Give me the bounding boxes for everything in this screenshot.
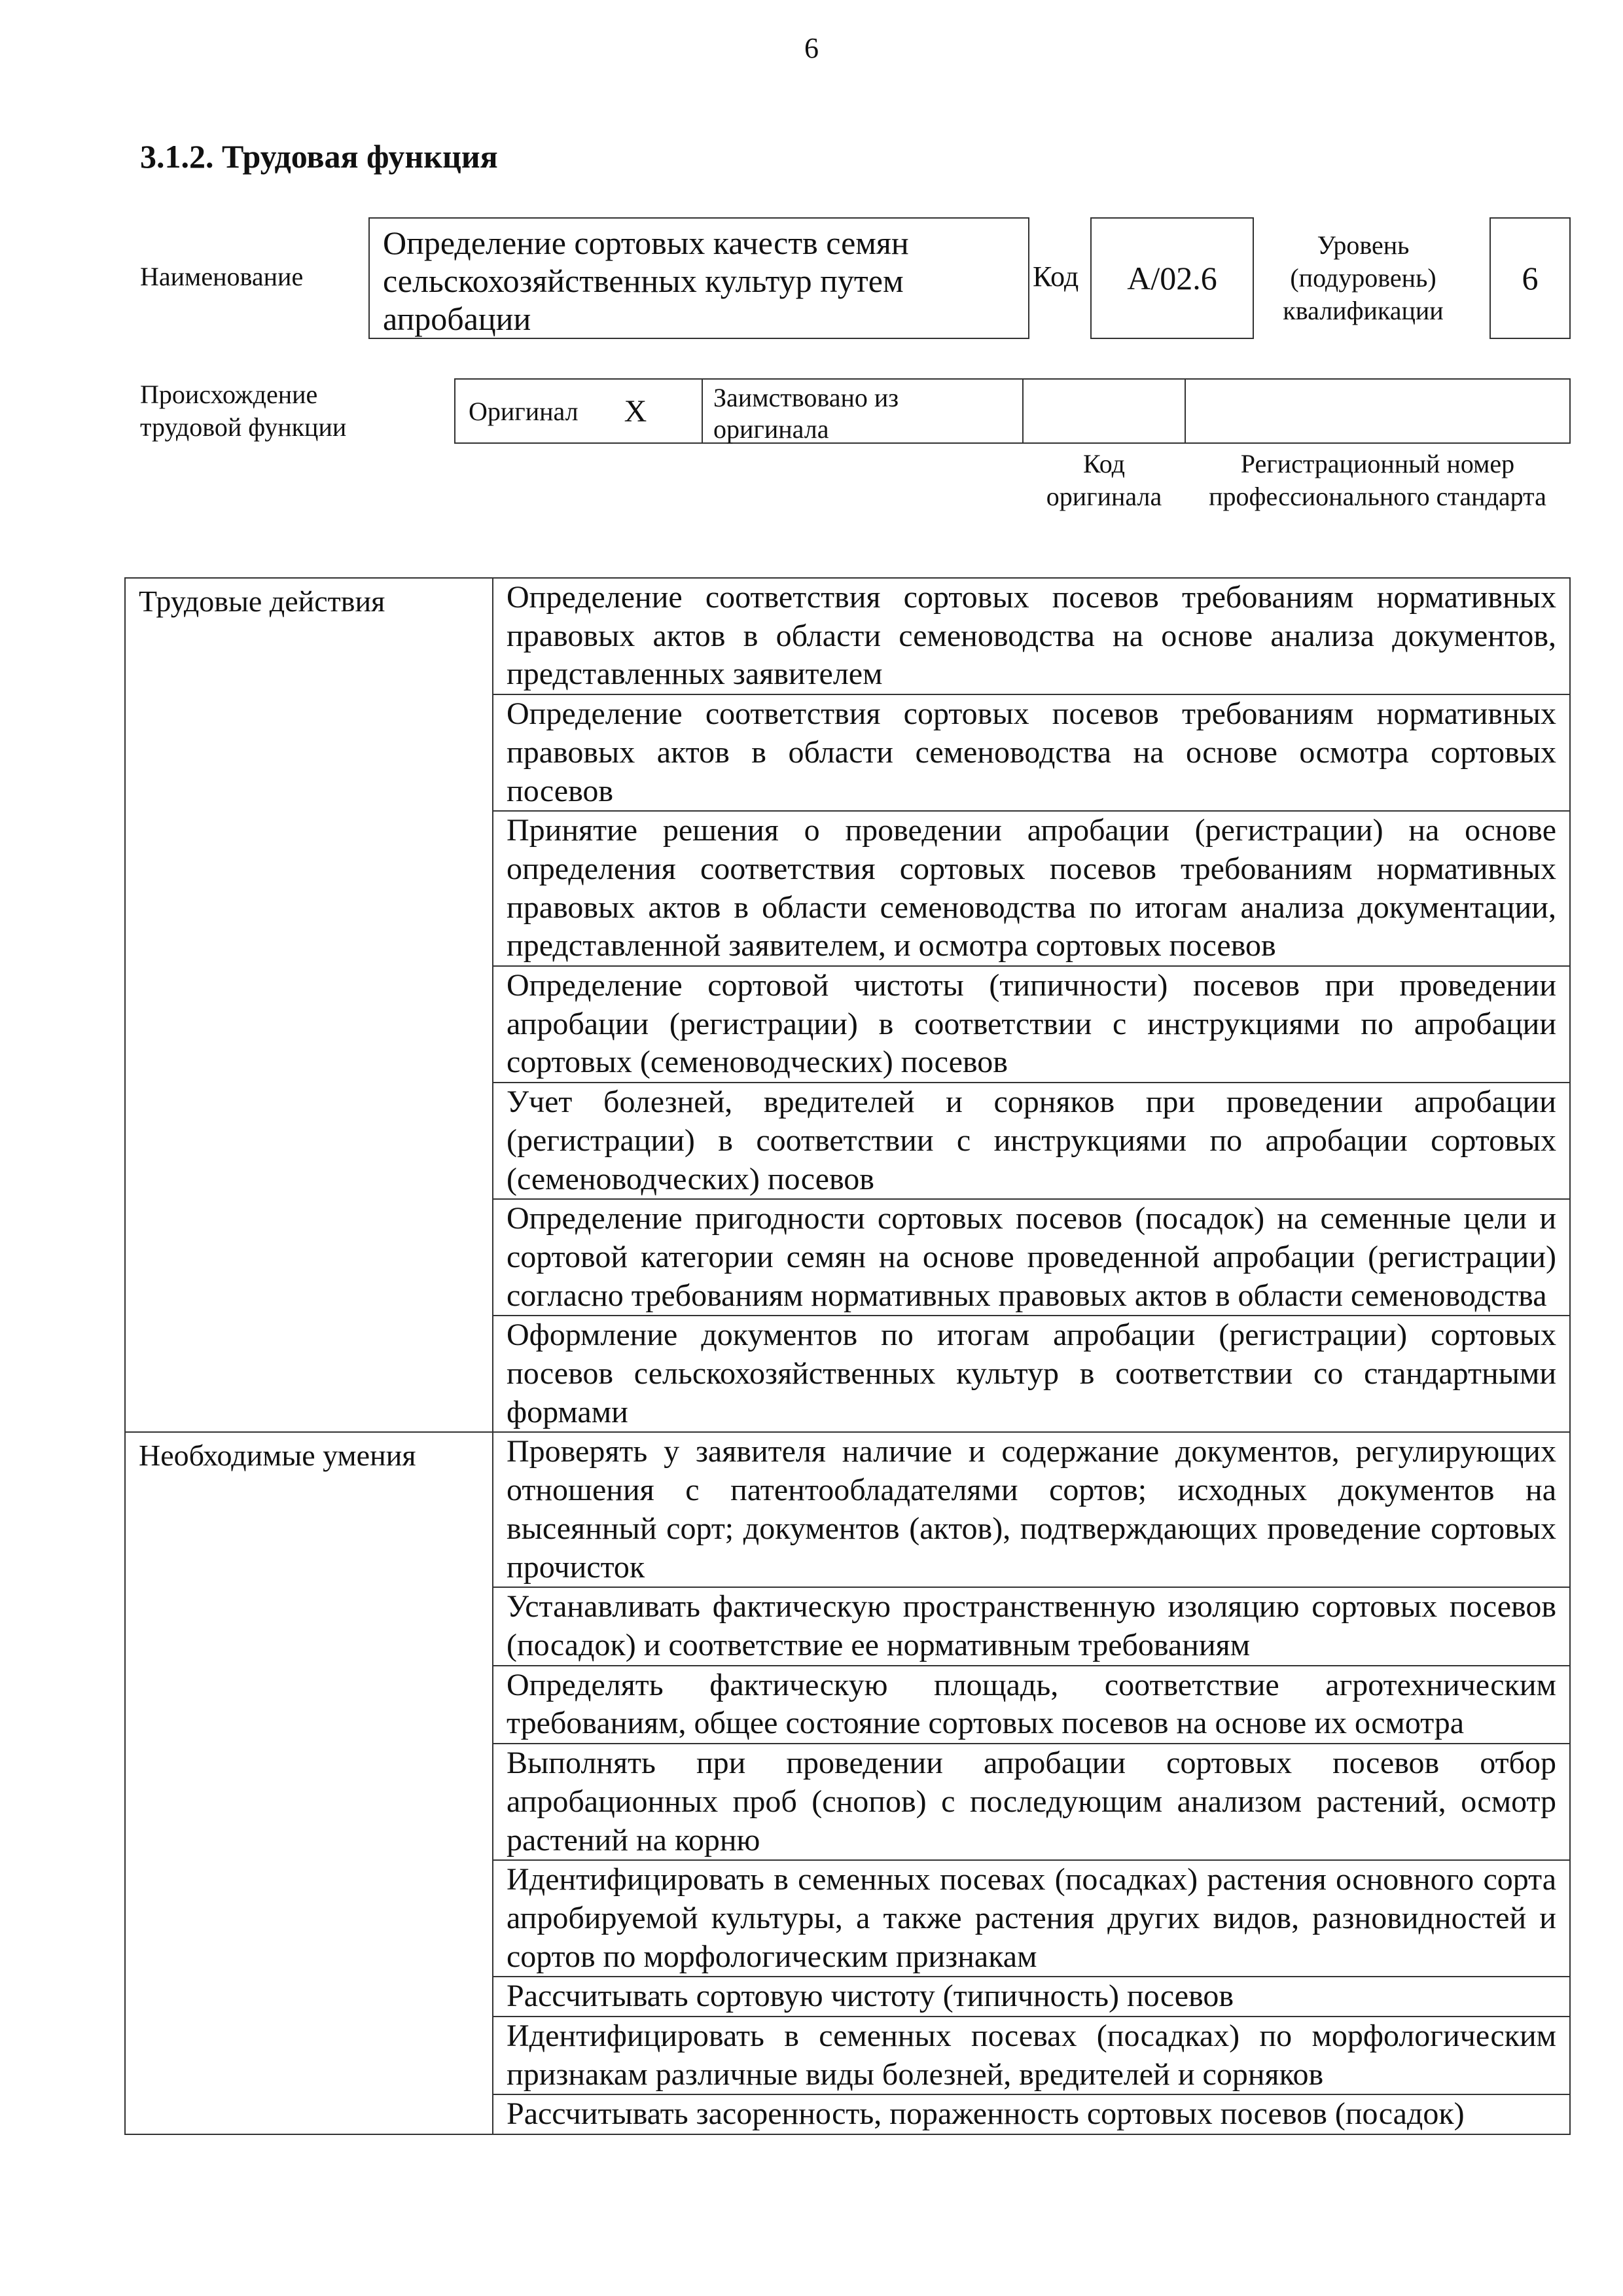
required-skills-item: Выполнять при проведении апробации сортовых посевов отбор апробационных проб (снопов) с последующим анализом растений, осмотр растений на корню [493, 1744, 1570, 1860]
section-title: 3.1.2. Трудовая функция [140, 138, 498, 175]
labor-actions-item: Определение пригодности сортовых посевов (посадок) на семенные цели и сортовой категории семян на основе проведенной апробации (регистрации) согласно требованиям нормативных правовых актов в области семеноводства [493, 1199, 1570, 1316]
code-value: А/02.6 [1090, 217, 1254, 339]
code-label: Код [1033, 260, 1079, 293]
labor-actions-item: Учет болезней, вредителей и сорняков при проведении апробации (регистрации) в соответствии с инструкциями по апробации сортовых (семеноводческих) посевов [493, 1083, 1570, 1199]
labor-actions-title: Трудовые действия [125, 578, 493, 1432]
labor-actions-item: Оформление документов по итогам апробации (регистрации) сортовых посевов сельскохозяйственных культур в соответствии со стандартными формами [493, 1316, 1570, 1432]
original-mark: X [624, 393, 647, 429]
original-cell [454, 378, 703, 444]
page-number: 6 [804, 32, 819, 64]
required-skills-item: Определять фактическую площадь, соответствие агротехническим требованиям, общее состояние сортовых посевов на основе их осмотра [493, 1666, 1570, 1744]
original-code-caption: Код оригинала [1046, 449, 1162, 511]
level-value: 6 [1489, 217, 1571, 339]
required-skills-item: Проверять у заявителя наличие и содержание документов, регулирующих отношения с патентообладателями сортов; исходных документов на высеянный сорт; документов (актов), подтверждающих проведение сортовых прочисток [493, 1432, 1570, 1587]
labor-actions-item: Определение сортовой чистоты (типичности) посевов при проведении апробации (регистрации) в соответствии с инструкциями по апробации сортовых (семеноводческих) посевов [493, 966, 1570, 1083]
required-skills-item: Рассчитывать сортовую чистоту (типичность) посевов [493, 1977, 1570, 2017]
required-skills-item: Идентифицировать в семенных посевах (посадках) растения основного сорта апробируемой культуры, а также растения других видов, разновидностей и сортов по морфологическим признакам [493, 1860, 1570, 1977]
required-skills-title: Необходимые умения [125, 1432, 493, 2134]
required-skills-item: Устанавливать фактическую пространственную изоляцию сортовых посевов (посадок) и соответствие ее нормативным требованиям [493, 1587, 1570, 1665]
required-skills-item: Идентифицировать в семенных посевах (посадках) по морфологическим признакам различные виды болезней, вредителей и сорняков [493, 2017, 1570, 2094]
name-label: Наименование [140, 262, 304, 291]
regnum-cell [1185, 378, 1571, 444]
table-row [125, 1432, 1570, 1587]
original-label: Оригинал [469, 396, 579, 426]
origin-label: Происхождение трудовой функции [140, 380, 347, 442]
labor-actions-item: Определение соответствия сортовых посевов требованиям нормативных правовых актов в области семеноводства на основе анализа документов, представленных заявителем [493, 578, 1570, 694]
regnum-caption: Регистрационный номер профессионального стандарта [1209, 449, 1546, 511]
original-code-cell [1022, 378, 1186, 444]
labor-actions-item: Принятие решения о проведении апробации (регистрации) на основе определения соответствия сортовых посевов требованиям нормативных правовых актов в области семеноводства по итогам анализа документации, представленной заявителем, и осмотра сортовых посевов [493, 811, 1570, 966]
level-label: Уровень (подуровень) квалификации [1283, 230, 1444, 325]
table-row [125, 578, 1570, 694]
borrowed-label: Заимствовано из оригинала [702, 378, 1024, 444]
labor-actions-item: Определение соответствия сортовых посевов требованиям нормативных правовых актов в области семеноводства на основе осмотра сортовых посевов [493, 694, 1570, 811]
function-name-value: Определение сортовых качеств семян сельскохозяйственных культур путем апробации [368, 217, 1029, 339]
functions-table [124, 577, 1571, 2135]
required-skills-item: Рассчитывать засоренность, пораженность сортовых посевов (посадок) [493, 2094, 1570, 2134]
